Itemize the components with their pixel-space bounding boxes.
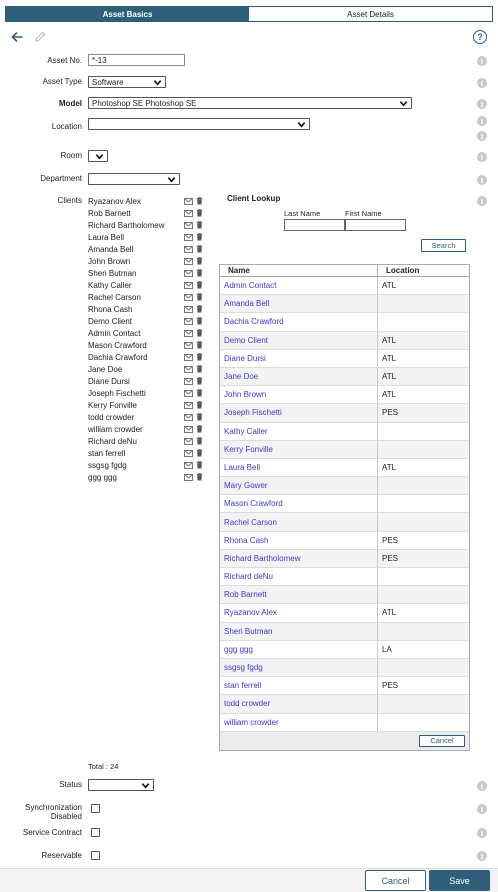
- grid-header: [220, 265, 469, 277]
- table-row[interactable]: [220, 404, 469, 422]
- client-name: ggg ggg: [88, 472, 117, 482]
- client-item: [88, 267, 203, 279]
- client-name-link[interactable]: Ryazanov Alex: [220, 604, 378, 621]
- mail-icon[interactable]: [184, 342, 193, 349]
- client-location: [378, 513, 469, 530]
- client-name-link[interactable]: ssgsg fgdg: [220, 659, 378, 676]
- service-contract-checkbox[interactable]: [91, 828, 100, 837]
- mail-icon[interactable]: [184, 414, 193, 421]
- client-name-link[interactable]: Laura Bell: [220, 459, 378, 476]
- status-select[interactable]: [88, 779, 154, 791]
- model-label: Model: [58, 99, 82, 108]
- clients-info-icon[interactable]: i: [477, 196, 487, 206]
- status-info-icon[interactable]: i: [477, 781, 487, 791]
- client-lookup-grid: [219, 264, 470, 751]
- lookup-cancel-button[interactable]: Cancel: [419, 735, 465, 747]
- client-actions: [184, 329, 203, 337]
- trash-icon[interactable]: [196, 425, 203, 433]
- client-name-link[interactable]: Richard deNu: [220, 568, 378, 585]
- mail-icon[interactable]: [184, 462, 193, 469]
- sync-disabled-checkbox[interactable]: [91, 804, 100, 813]
- client-item: [88, 315, 203, 327]
- mail-icon[interactable]: [184, 450, 193, 457]
- client-name: Sheri Butman: [88, 268, 137, 278]
- asset-type-info-icon[interactable]: i: [477, 78, 487, 88]
- client-name-link[interactable]: Mason Crawford: [220, 495, 378, 512]
- client-name-link[interactable]: Jane Doe: [220, 368, 378, 385]
- client-item: [88, 351, 203, 363]
- client-actions: [184, 281, 203, 289]
- status-label: Status: [59, 780, 82, 789]
- pencil-icon[interactable]: [33, 30, 47, 44]
- client-name: stan ferrell: [88, 448, 126, 458]
- client-actions: [184, 245, 203, 253]
- trash-icon[interactable]: [196, 353, 203, 361]
- client-location: [378, 495, 469, 512]
- mail-icon[interactable]: [184, 426, 193, 433]
- department-select[interactable]: [88, 173, 180, 185]
- client-name: Dachia Crawford: [88, 352, 148, 362]
- mail-icon[interactable]: [184, 330, 193, 337]
- client-location: ATL: [382, 353, 397, 363]
- client-actions: [184, 461, 203, 469]
- column-header-name[interactable]: Name: [220, 265, 378, 276]
- chevron-down-icon: [141, 781, 150, 790]
- client-item: [88, 447, 203, 459]
- trash-icon[interactable]: [196, 257, 203, 265]
- client-name: Rhona Cash: [88, 304, 133, 314]
- table-row[interactable]: [220, 532, 469, 550]
- client-name: Laura Bell: [88, 232, 125, 242]
- table-row[interactable]: [220, 550, 469, 568]
- client-item: [88, 363, 203, 375]
- location-label: Location: [51, 122, 82, 131]
- client-name-link[interactable]: Richard Bartholomew: [220, 550, 378, 567]
- trash-icon[interactable]: [196, 473, 203, 481]
- room-label: Room: [60, 151, 82, 160]
- trash-icon[interactable]: [196, 329, 203, 337]
- client-location: [378, 623, 469, 640]
- client-location: [378, 568, 469, 585]
- client-name-link[interactable]: Diane Dursi: [220, 350, 378, 367]
- client-actions: [184, 377, 203, 385]
- asset-no-input[interactable]: *-13: [88, 54, 185, 66]
- sync-disabled-label: Synchronization Disabled: [25, 803, 82, 821]
- clients-label: Clients: [57, 196, 82, 205]
- client-location: ATL: [382, 462, 397, 472]
- client-item: [88, 327, 203, 339]
- client-name: Kerry Fonville: [88, 400, 137, 410]
- table-row[interactable]: [220, 295, 469, 313]
- client-item: [88, 279, 203, 291]
- client-location: ATL: [382, 390, 397, 400]
- table-row[interactable]: [220, 477, 469, 495]
- client-actions: [184, 197, 203, 205]
- trash-icon[interactable]: [196, 269, 203, 277]
- trash-icon[interactable]: [196, 413, 203, 421]
- mail-icon[interactable]: [184, 474, 193, 481]
- client-name-link[interactable]: Admin Contact: [220, 277, 378, 294]
- asset-type-select[interactable]: [88, 76, 166, 88]
- client-name: Rachel Carson: [88, 292, 141, 302]
- client-item: [88, 423, 203, 435]
- client-name-link[interactable]: Rob Barnett: [220, 586, 378, 603]
- client-location: [378, 441, 469, 458]
- asset-no-info-icon[interactable]: i: [477, 56, 487, 66]
- trash-icon[interactable]: [196, 437, 203, 445]
- client-name: Richard deNu: [88, 436, 137, 446]
- trash-icon[interactable]: [196, 377, 203, 385]
- chevron-down-icon: [399, 99, 408, 108]
- client-name: Amanda Bell: [88, 244, 134, 254]
- mail-icon[interactable]: [184, 378, 193, 385]
- client-location: ATL: [382, 335, 397, 345]
- client-name: Admin Contact: [88, 328, 141, 338]
- trash-icon[interactable]: [196, 281, 203, 289]
- table-row[interactable]: [220, 277, 469, 295]
- search-button[interactable]: Search: [421, 239, 466, 252]
- asset-type-label: Asset Type: [42, 77, 82, 86]
- table-row[interactable]: [220, 659, 469, 677]
- client-name-link[interactable]: todd crowder: [220, 695, 378, 712]
- trash-icon[interactable]: [196, 389, 203, 397]
- client-item: [88, 195, 203, 207]
- department-label: Department: [40, 174, 82, 183]
- client-actions: [184, 389, 203, 397]
- client-actions: [184, 305, 203, 313]
- asset-no-label: Asset No.: [47, 56, 82, 65]
- table-row[interactable]: [220, 677, 469, 695]
- trash-icon[interactable]: [196, 449, 203, 457]
- client-location: PES: [382, 681, 399, 691]
- client-name-link[interactable]: Rhona Cash: [220, 532, 378, 549]
- location-secondary-info-icon[interactable]: i: [477, 131, 487, 141]
- client-actions: [184, 425, 203, 433]
- grid-footer: [220, 732, 469, 750]
- client-location: ATL: [382, 281, 397, 291]
- client-item: [88, 459, 203, 471]
- client-name: ssgsg fgdg: [88, 460, 127, 470]
- location-select[interactable]: [88, 118, 310, 130]
- client-item: [88, 399, 203, 411]
- client-name-link[interactable]: Rachel Carson: [220, 513, 378, 530]
- mail-icon[interactable]: [184, 354, 193, 361]
- reservable-label: Reservable: [41, 851, 82, 860]
- trash-icon[interactable]: [196, 341, 203, 349]
- client-name-link[interactable]: william crowder: [220, 714, 378, 731]
- model-value: Photoshop SE Photoshop SE: [92, 98, 197, 108]
- mail-icon[interactable]: [184, 306, 193, 313]
- cancel-button[interactable]: Cancel: [365, 870, 426, 891]
- mail-icon[interactable]: [184, 198, 193, 205]
- client-name-link[interactable]: ggg ggg: [220, 641, 378, 658]
- table-row[interactable]: [220, 513, 469, 531]
- client-item: [88, 207, 203, 219]
- column-header-location[interactable]: Location: [386, 266, 420, 275]
- table-row[interactable]: [220, 695, 469, 713]
- client-name-link[interactable]: Kathy Caller: [220, 423, 378, 440]
- client-actions: [184, 341, 203, 349]
- chevron-down-icon: [297, 120, 306, 129]
- client-location: ATL: [382, 372, 397, 382]
- chevron-down-icon: [95, 152, 104, 161]
- table-row[interactable]: [220, 714, 469, 732]
- client-location: [378, 295, 469, 312]
- client-item: [88, 243, 203, 255]
- table-row[interactable]: [220, 350, 469, 368]
- client-actions: [184, 449, 203, 457]
- client-actions: [184, 221, 203, 229]
- mail-icon[interactable]: [184, 294, 193, 301]
- location-info-icon[interactable]: i: [477, 116, 487, 126]
- client-name-link[interactable]: stan ferrell: [220, 677, 378, 694]
- table-row[interactable]: [220, 641, 469, 659]
- room-select[interactable]: [88, 150, 108, 162]
- mail-icon[interactable]: [184, 390, 193, 397]
- client-actions: [184, 365, 203, 373]
- chevron-down-icon: [153, 78, 162, 87]
- chevron-down-icon: [167, 175, 176, 184]
- client-name-link[interactable]: Demo Client: [220, 332, 378, 349]
- table-row[interactable]: [220, 332, 469, 350]
- client-name-link[interactable]: Amanda Bell: [220, 295, 378, 312]
- table-row[interactable]: [220, 568, 469, 586]
- mail-icon[interactable]: [184, 366, 193, 373]
- client-item: [88, 231, 203, 243]
- mail-icon[interactable]: [184, 282, 193, 289]
- mail-icon[interactable]: [184, 210, 193, 217]
- trash-icon[interactable]: [196, 245, 203, 253]
- client-location: [378, 659, 469, 676]
- client-location: PES: [382, 535, 399, 545]
- client-actions: [184, 293, 203, 301]
- trash-icon[interactable]: [196, 293, 203, 301]
- client-item: [88, 411, 203, 423]
- client-name-link[interactable]: Sheri Butman: [220, 623, 378, 640]
- client-name-link[interactable]: Joseph Fischetti: [220, 404, 378, 421]
- trash-icon[interactable]: [196, 461, 203, 469]
- client-actions: [184, 269, 203, 277]
- model-info-icon[interactable]: i: [477, 99, 487, 109]
- first-name-label: First Name: [345, 209, 382, 218]
- mail-icon[interactable]: [184, 222, 193, 229]
- table-row[interactable]: [220, 313, 469, 331]
- trash-icon[interactable]: [196, 305, 203, 313]
- sync-disabled-info-icon[interactable]: i: [477, 804, 487, 814]
- trash-icon[interactable]: [196, 221, 203, 229]
- service-contract-label: Service Contract: [22, 828, 82, 837]
- table-row[interactable]: [220, 459, 469, 477]
- mail-icon[interactable]: [184, 318, 193, 325]
- reservable-info-icon[interactable]: i: [477, 851, 487, 861]
- client-location: [378, 586, 469, 603]
- client-location: PES: [382, 408, 399, 418]
- client-item: [88, 339, 203, 351]
- client-name: todd crowder: [88, 412, 135, 422]
- mail-icon[interactable]: [184, 438, 193, 445]
- client-name: Joseph Fischetti: [88, 388, 146, 398]
- tab-bar: [5, 6, 493, 22]
- mail-icon[interactable]: [184, 270, 193, 277]
- last-name-label: Last Name: [284, 209, 321, 218]
- trash-icon[interactable]: [196, 401, 203, 409]
- first-name-input[interactable]: [345, 219, 406, 231]
- table-row[interactable]: [220, 441, 469, 459]
- client-item: [88, 219, 203, 231]
- reservable-checkbox[interactable]: [91, 851, 100, 860]
- client-item: [88, 471, 203, 483]
- help-icon[interactable]: ?: [473, 30, 487, 44]
- table-row[interactable]: [220, 386, 469, 404]
- client-item: [88, 387, 203, 399]
- client-location: ATL: [382, 608, 397, 618]
- table-row[interactable]: [220, 623, 469, 641]
- trash-icon[interactable]: [196, 197, 203, 205]
- client-lookup-title: Client Lookup: [227, 194, 281, 203]
- back-arrow-icon[interactable]: [10, 30, 24, 44]
- mail-icon[interactable]: [184, 402, 193, 409]
- trash-icon[interactable]: [196, 209, 203, 217]
- trash-icon[interactable]: [196, 233, 203, 241]
- client-name: John Brown: [88, 256, 131, 266]
- table-row[interactable]: [220, 495, 469, 513]
- client-name-link[interactable]: John Brown: [220, 386, 378, 403]
- table-row[interactable]: [220, 368, 469, 386]
- client-name-link[interactable]: Mary Gower: [220, 477, 378, 494]
- client-location: LA: [382, 644, 392, 654]
- client-name-link[interactable]: Dachia Crawford: [220, 313, 378, 330]
- client-actions: [184, 401, 203, 409]
- model-select[interactable]: [88, 97, 412, 109]
- asset-type-value: Software: [92, 77, 124, 87]
- client-actions: [184, 353, 203, 361]
- tab-asset-details[interactable]: Asset Details: [249, 7, 492, 21]
- table-row[interactable]: [220, 423, 469, 441]
- client-item: [88, 291, 203, 303]
- client-name: william crowder: [88, 424, 143, 434]
- client-actions: [184, 473, 203, 481]
- client-name: Mason Crawford: [88, 340, 147, 350]
- client-name-link[interactable]: Kerry Fonville: [220, 441, 378, 458]
- service-contract-info-icon[interactable]: i: [477, 828, 487, 838]
- clients-total: Total : 24: [88, 762, 119, 771]
- mail-icon[interactable]: [184, 258, 193, 265]
- client-actions: [184, 233, 203, 241]
- room-info-icon[interactable]: i: [477, 152, 487, 162]
- client-location: [378, 714, 469, 731]
- trash-icon[interactable]: [196, 365, 203, 373]
- department-info-icon[interactable]: i: [477, 175, 487, 185]
- client-name: Richard Bartholomew: [88, 220, 165, 230]
- client-location: [378, 313, 469, 330]
- save-button[interactable]: Save: [429, 870, 490, 891]
- client-name: Jane Doe: [88, 364, 123, 374]
- client-item: [88, 375, 203, 387]
- client-name: Ryazanov Alex: [88, 196, 141, 206]
- client-name: Rob Barnett: [88, 208, 131, 218]
- last-name-input[interactable]: [284, 219, 345, 231]
- client-actions: [184, 209, 203, 217]
- client-item: [88, 435, 203, 447]
- client-location: [378, 423, 469, 440]
- client-item: [88, 303, 203, 315]
- mail-icon[interactable]: [184, 246, 193, 253]
- table-row[interactable]: [220, 586, 469, 604]
- table-row[interactable]: [220, 604, 469, 622]
- client-name: Demo Client: [88, 316, 133, 326]
- client-location: PES: [382, 553, 399, 563]
- trash-icon[interactable]: [196, 317, 203, 325]
- client-location: [378, 477, 469, 494]
- client-actions: [184, 413, 203, 421]
- client-actions: [184, 317, 203, 325]
- client-item: [88, 255, 203, 267]
- tab-asset-basics[interactable]: Asset Basics: [6, 7, 249, 21]
- client-name: Kathy Caller: [88, 280, 132, 290]
- grid-body: [220, 277, 469, 732]
- clients-list: [88, 195, 203, 483]
- client-location: [378, 695, 469, 712]
- client-actions: [184, 437, 203, 445]
- client-actions: [184, 257, 203, 265]
- client-name: Diane Dursi: [88, 376, 130, 386]
- mail-icon[interactable]: [184, 234, 193, 241]
